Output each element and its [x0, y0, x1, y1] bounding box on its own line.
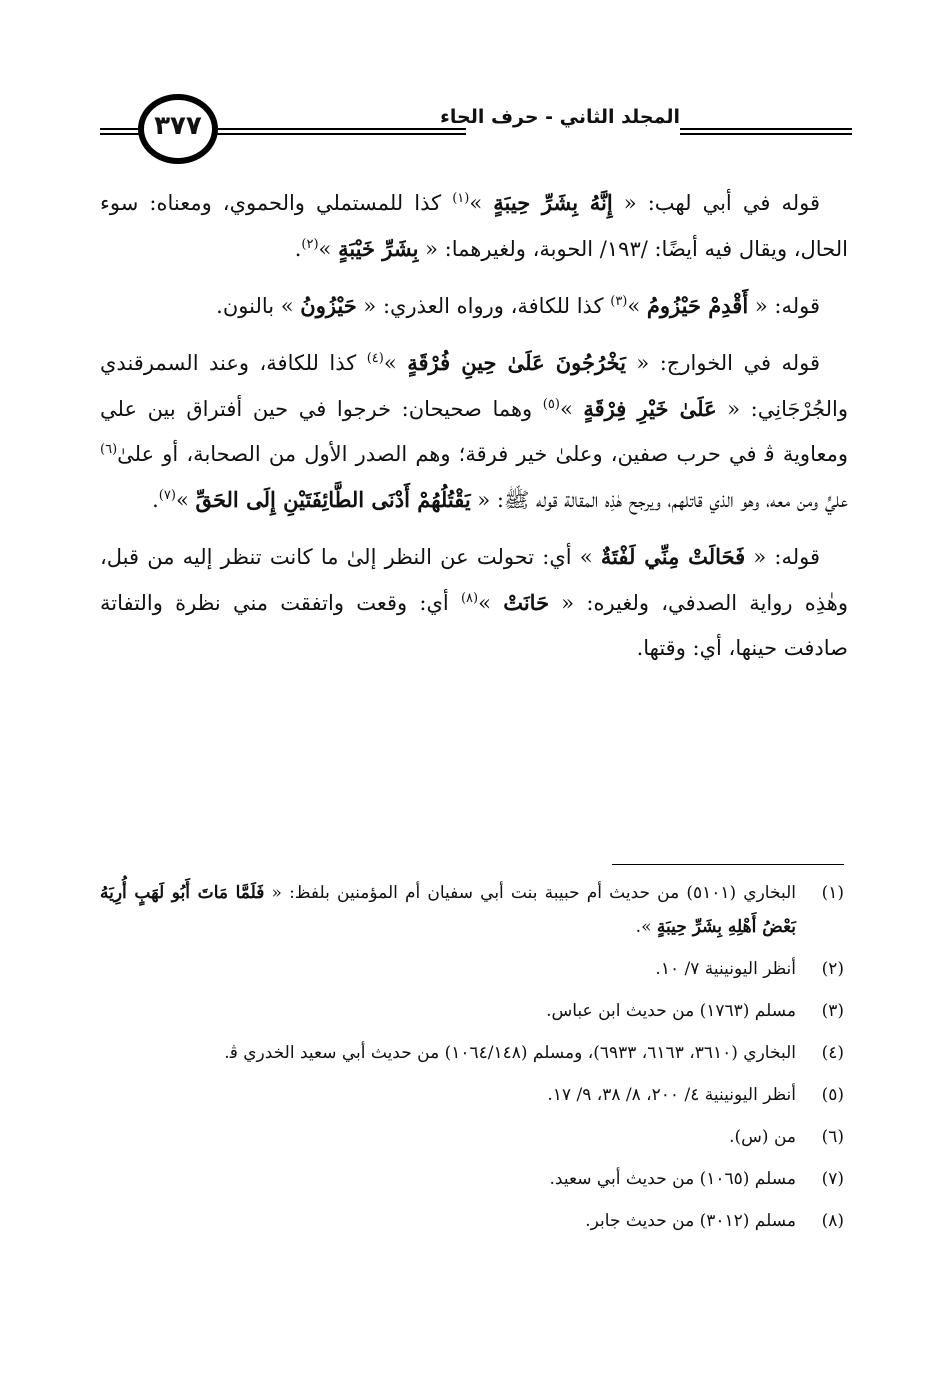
footnote-number: (٢) [821, 959, 844, 979]
footnote-number: (٤) [821, 1043, 844, 1063]
footnote-text: ». [635, 917, 657, 937]
text-run: » بالنون. [216, 294, 301, 318]
footnote-item [100, 876, 848, 944]
footnotes [100, 876, 848, 1246]
text-run: قوله: « [745, 545, 820, 569]
footnote-item [100, 1078, 848, 1112]
footnote-text: البخاري (٣٦١٠، ٦١٦٣، ٦٩٣٣)، ومسلم (١٠٦٤/١٤٨) من حديث أبي سعيد الخدري ﭬ. [224, 1043, 796, 1063]
text-run: وهما صحيحان: خرجوا في حين أفتراق بين علي ومعاوية ﭬ في حرب صفين، وعلىٰ خير فرقة؛ وهم الصدر الأول من الصحابة، أو علىٰ [100, 397, 848, 466]
footnote-item [100, 1120, 848, 1154]
page-header [100, 88, 852, 178]
footnote-item [100, 1204, 848, 1238]
page-number-badge: ٣٧٧ [138, 94, 218, 164]
text-run: » [627, 294, 647, 318]
footnote-text: البخاري (٥١٠١) من حديث أم حبيبة بنت أبي سفيان أم المؤمنين بلفظ: « [264, 883, 796, 903]
text-run: عليٍّ ومن معه، وهو الذي قاتلهم، ويرجح هٰذِه المقالة قوله ﷺ: « [470, 488, 848, 512]
footnote-number: (٦) [821, 1127, 844, 1147]
footnote-number: (١) [821, 883, 844, 903]
paragraph-1 [100, 180, 848, 272]
footnote-ref: (٢) [301, 237, 319, 252]
text-run: » [559, 397, 584, 421]
hadith-quote: يَخْرُجُونَ عَلَىٰ حِينِ فُرْقَةٍ [407, 350, 626, 375]
text-run: قوله: « [748, 294, 820, 318]
text-run: » [175, 488, 196, 512]
hadith-quote: أَقْدِمْ حَيْزُومُ [646, 293, 749, 318]
footnote-number: (٨) [821, 1211, 844, 1231]
text-run: قوله في أبي لهب: « [612, 191, 820, 215]
text-run: » [469, 191, 494, 215]
paragraph-2 [100, 283, 848, 329]
hadith-quote: عَلَىٰ خَيْرِ فِرْقَةٍ [583, 396, 717, 421]
header-rule-left [100, 128, 140, 130]
footnote-text: مسلم (١٧٦٣) من حديث ابن عباس. [546, 1001, 796, 1021]
running-title: المجلد الثاني - حرف الحاء [440, 106, 680, 128]
footnote-text: مسلم (١٠٦٥) من حديث أبي سعيد. [549, 1169, 796, 1189]
footnote-ref: (٧) [158, 488, 176, 503]
footnote-number: (٥) [821, 1085, 844, 1105]
hadith-quote: حَيْزُونُ [300, 293, 357, 318]
footnote-text: مسلم (٣٠١٢) من حديث جابر. [585, 1211, 796, 1231]
footnote-ref: (٣) [610, 294, 628, 309]
header-rule-middle [196, 128, 466, 130]
footnote-ref: (٦) [100, 442, 118, 457]
text-run: » [383, 351, 408, 375]
footnote-ref: (١) [452, 191, 470, 206]
footnote-item [100, 952, 848, 986]
hadith-quote: إِنَّهُ بِشَرِّ حِيبَةٍ [493, 190, 613, 215]
text-run: أي: وقعت واتفقت مني نظرة والتفاتة صادفت حينها، أي: وقتها. [100, 591, 848, 660]
footnote-item [100, 1162, 848, 1196]
text-run: » أي: تحولت عن النظر إلىٰ ما كانت تنظر إليه من قبل، وهٰذِه رواية الصدفي، ولغيره: « [100, 545, 848, 615]
text-run: كذا للمستملي والحموي، ومعناه: سوء الحال، ويقال فيه أيضًا: /١٩٣/ الحوبة، ولغيرهما: « [100, 191, 848, 261]
hadith-quote: يَقْتُلُهُمْ أَدْنَى الطَّائِفَتَيْنِ إِلَى الحَقِّ [195, 487, 471, 512]
footnote-separator [612, 864, 844, 865]
footnote-number: (٣) [821, 1001, 844, 1021]
footnote-text: أنظر اليونينية ٧/ ١٠. [655, 959, 796, 979]
paragraph-4 [100, 534, 848, 671]
footnote-item [100, 1036, 848, 1070]
footnote-quote: فَلَمَّا مَاتَ أَبُو لَهَبٍ أُرِيَهُ بَعْضُ أَهْلِهِ بِشَرِّ حِيبَةٍ [100, 883, 796, 937]
paragraph-3 [100, 340, 848, 523]
text-run: » [478, 591, 504, 615]
hadith-quote: فَحَالَتْ مِنِّي لَفْتَةٌ [600, 544, 746, 569]
hadith-quote: بِشَرِّ خَيْبَةٍ [338, 236, 419, 261]
text-run: كذا للكافة، وعند السمرقندي والجُرْجَانِي: « [100, 351, 848, 421]
text-run: كذا للكافة، ورواه العذري: « [356, 294, 611, 318]
text-run: . [152, 488, 159, 512]
footnote-ref: (٥) [542, 397, 560, 412]
footnote-ref: (٤) [366, 351, 384, 366]
footnote-text: من (س). [729, 1127, 796, 1147]
footnote-ref: (٨) [460, 591, 479, 606]
main-text [100, 180, 848, 682]
text-run: » [318, 237, 339, 261]
text-run: . [294, 237, 302, 261]
footnote-text: أنظر اليونينية ٤/ ٢٠٠، ٨/ ٣٨، ٩/ ١٧. [547, 1085, 796, 1105]
footnote-number: (٧) [821, 1169, 844, 1189]
text-run: قوله في الخوارج: « [625, 351, 820, 375]
header-rule-right [680, 128, 852, 130]
footnote-item [100, 994, 848, 1028]
hadith-quote: حَانَتْ [503, 590, 550, 615]
